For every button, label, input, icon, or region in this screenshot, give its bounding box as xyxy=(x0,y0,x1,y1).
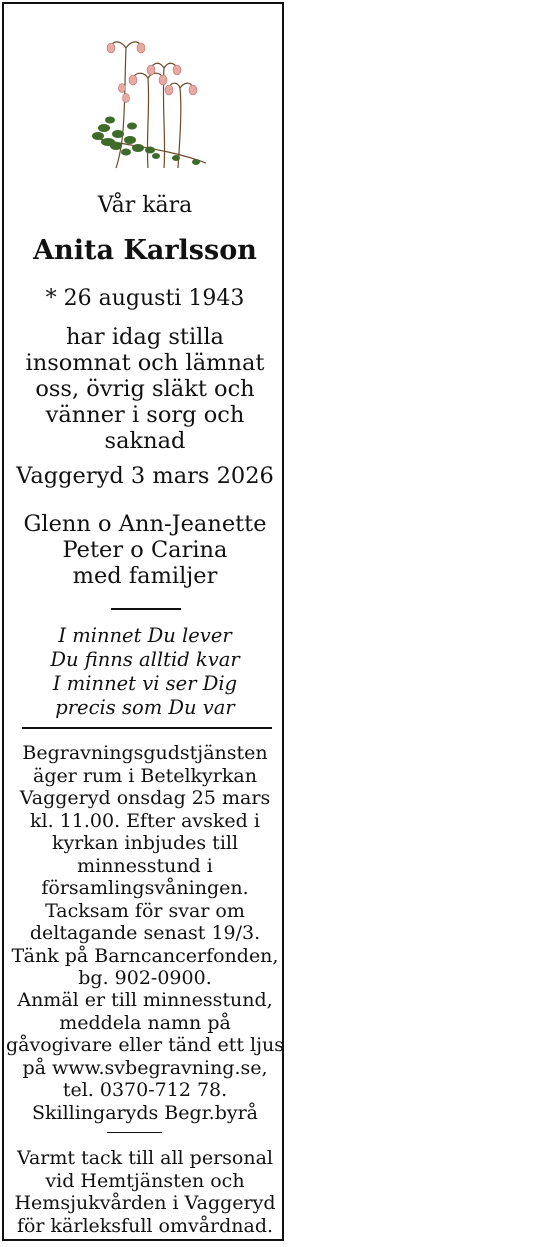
intro-text: Vår kära xyxy=(97,193,193,218)
notify-line: Skillingaryds Begr.byrå xyxy=(31,1101,259,1124)
funeral-line: Tänk på Barncancerfonden, xyxy=(11,944,279,967)
divider xyxy=(107,1132,162,1133)
funeral-line: Begravningsgudstjänsten xyxy=(22,742,268,764)
funeral-line: minnesstund i xyxy=(77,854,213,877)
funeral-line: kyrkan inbjudes till xyxy=(51,832,239,854)
message-line: har idag stilla xyxy=(66,324,224,350)
poem-line: Du finns alltid kvar xyxy=(50,648,240,671)
poem-line: I minnet vi ser Dig xyxy=(52,672,238,695)
birth-date: * 26 augusti 1943 xyxy=(45,286,245,311)
funeral-info-block xyxy=(4,742,286,990)
family-line: Peter o Carina xyxy=(62,537,228,563)
notify-line: tel. 0370-712 78. xyxy=(62,1079,228,1101)
family-block xyxy=(4,511,286,589)
poem-line: I minnet Du lever xyxy=(58,624,232,647)
deceased-name: Anita Karlsson xyxy=(33,235,257,266)
notify-line: meddela namn på xyxy=(59,1011,231,1034)
funeral-line: församlingsvåningen. xyxy=(41,877,249,899)
place-date: Vaggeryd 3 mars 2026 xyxy=(16,463,274,489)
notice-frame xyxy=(2,2,284,1241)
message-block xyxy=(4,324,286,454)
message-line: saknad xyxy=(104,428,186,454)
flower-illustration-icon xyxy=(86,28,211,173)
message-line: oss, övrig släkt och xyxy=(35,376,255,402)
funeral-line: deltagande senast 19/3. xyxy=(29,922,261,944)
funeral-line: kl. 11.00. Efter avsked i xyxy=(30,809,260,832)
divider xyxy=(22,727,272,729)
poem-line: precis som Du var xyxy=(55,696,235,719)
divider xyxy=(111,608,181,610)
thanks-block xyxy=(4,1147,286,1237)
message-line: insomnat och lämnat xyxy=(25,350,265,376)
thanks-line: Varmt tack till all personal xyxy=(17,1147,273,1169)
family-line: med familjer xyxy=(72,563,218,589)
notify-block xyxy=(4,989,286,1124)
poem-block xyxy=(4,624,286,720)
funeral-line: Vaggeryd onsdag 25 mars xyxy=(19,787,271,809)
message-line: vänner i sorg och xyxy=(45,402,245,428)
funeral-line: äger rum i Betelkyrkan xyxy=(33,764,257,787)
family-line: Glenn o Ann-Jeanette xyxy=(23,511,267,537)
notify-line: Anmäl er till minnesstund, xyxy=(17,989,273,1011)
thanks-line: för kärleksfull omvårdnad. xyxy=(16,1214,274,1237)
funeral-line: bg. 902-0900. xyxy=(78,967,212,989)
funeral-line: Tacksam för svar om xyxy=(45,899,245,922)
notify-line: på www.svbegravning.se, xyxy=(22,1056,268,1079)
notify-line: gåvogivare eller tänd ett ljus xyxy=(5,1034,284,1056)
thanks-line: Hemsjukvården i Vaggeryd xyxy=(14,1192,276,1214)
thanks-line: vid Hemtjänsten och xyxy=(45,1169,245,1192)
